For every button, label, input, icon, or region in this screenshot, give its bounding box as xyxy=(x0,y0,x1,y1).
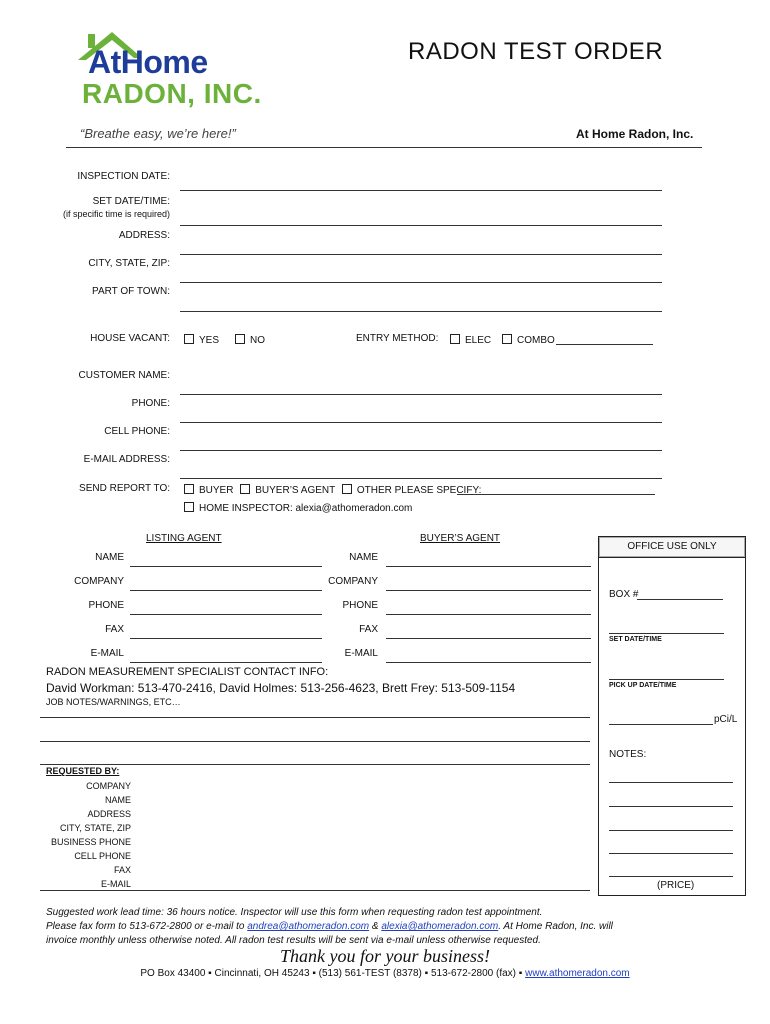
job-notes-line-3[interactable] xyxy=(40,764,590,765)
buyer-company-label: COMPANY xyxy=(328,576,378,587)
footer-line-2a: Please fax form to 513-672-2800 or e-mail to xyxy=(46,921,248,932)
buyer-phone-label: PHONE xyxy=(342,600,378,611)
listing-fax-field[interactable] xyxy=(130,638,322,639)
requested-by-bottom-line xyxy=(40,890,590,891)
address-field[interactable] xyxy=(180,254,662,255)
house-vacant-label: HOUSE VACANT: xyxy=(90,333,170,344)
checkbox-icon[interactable] xyxy=(184,334,194,344)
phone-field[interactable] xyxy=(180,422,662,423)
cell-phone-label: CELL PHONE: xyxy=(104,426,170,437)
listing-name-field[interactable] xyxy=(130,566,322,567)
report-options xyxy=(184,484,481,497)
footer-line-3: invoice monthly unless otherwise noted. All radon test results will be sent via e-mail unless otherwise requested. xyxy=(46,935,541,946)
website-link[interactable]: www.athomeradon.com xyxy=(525,968,630,979)
set-date-time-label: SET DATE/TIME: xyxy=(92,196,170,207)
listing-fax-label: FAX xyxy=(105,624,124,635)
footer-line-2b: . At Home Radon, Inc. will xyxy=(498,921,613,932)
phone-label: PHONE: xyxy=(131,398,170,409)
listing-email-field[interactable] xyxy=(130,662,322,663)
logo-bottom-text: RADON, INC. xyxy=(82,78,262,109)
email-link-andrea[interactable]: andrea@athomeradon.com xyxy=(247,921,370,932)
part-of-town-field[interactable] xyxy=(180,311,662,312)
requested-cell-phone-label: CELL PHONE xyxy=(74,851,131,861)
requested-by-fields xyxy=(30,779,131,891)
vacant-no-option[interactable] xyxy=(235,334,265,347)
home-inspector-label: HOME INSPECTOR: alexia@athomeradon.com xyxy=(199,503,413,514)
email-label: E-MAIL ADDRESS: xyxy=(83,454,170,465)
other-field[interactable] xyxy=(457,494,655,495)
footer-address-text: PO Box 43400 ▪ Cincinnati, OH 45243 ▪ (513) 561-TEST (8378) ▪ 513-672-2800 (fax) ▪ xyxy=(140,968,526,979)
city-state-zip-field[interactable] xyxy=(180,282,662,283)
inspection-date-field[interactable] xyxy=(180,190,662,191)
footer-notice xyxy=(46,906,726,948)
inspection-date-label: INSPECTION DATE: xyxy=(77,171,170,182)
box-number-field[interactable] xyxy=(637,599,723,600)
vacant-yes-option[interactable] xyxy=(184,334,219,347)
buyer-name-field[interactable] xyxy=(386,566,591,567)
set-date-time-field[interactable] xyxy=(180,225,662,226)
listing-phone-label: PHONE xyxy=(88,600,124,611)
requested-company-label: COMPANY xyxy=(86,781,131,791)
elec-label: ELEC xyxy=(465,335,492,346)
listing-name-label: NAME xyxy=(95,552,124,563)
job-notes-line-1[interactable] xyxy=(40,717,590,718)
company-logo xyxy=(74,28,264,110)
page-title: RADON TEST ORDER xyxy=(408,38,664,65)
no-label: NO xyxy=(250,335,265,346)
specialist-label: RADON MEASUREMENT SPECIALIST CONTACT INFO: xyxy=(46,666,329,678)
buyers-agent-label: BUYER’S AGENT xyxy=(255,485,336,496)
notes-line-1[interactable] xyxy=(609,782,733,783)
buyer-company-field[interactable] xyxy=(386,590,591,591)
email-field[interactable] xyxy=(180,478,662,479)
checkbox-icon[interactable] xyxy=(240,484,250,494)
requested-by-heading: REQUESTED BY: xyxy=(46,766,120,776)
footer-line-1: Suggested work lead time: 36 hours notice. Inspector will use this form when requesting radon test appointment. xyxy=(46,907,543,918)
price-field[interactable] xyxy=(609,876,733,877)
notes-line-4[interactable] xyxy=(609,853,733,854)
job-notes-line-2[interactable] xyxy=(40,741,590,742)
checkbox-icon[interactable] xyxy=(235,334,245,344)
listing-company-label: COMPANY xyxy=(74,576,124,587)
requested-fax-label: FAX xyxy=(113,865,131,875)
box-number-label: BOX # xyxy=(609,589,639,600)
set-date-note: (if specific time is required) xyxy=(62,209,170,219)
listing-company-field[interactable] xyxy=(130,590,322,591)
combo-label: COMBO xyxy=(517,335,555,346)
footer-line-2 xyxy=(46,920,726,934)
yes-label: YES xyxy=(199,335,220,346)
customer-name-label: CUSTOMER NAME: xyxy=(78,370,170,381)
checkbox-icon[interactable] xyxy=(450,334,460,344)
buyers-agent-heading: BUYER’S AGENT xyxy=(420,533,501,544)
home-inspector-option[interactable] xyxy=(184,502,412,515)
buyer-label: BUYER xyxy=(199,485,234,496)
entry-combo-option[interactable] xyxy=(502,334,555,347)
pci-label: pCi/L xyxy=(714,714,738,725)
entry-method-label: ENTRY METHOD: xyxy=(356,333,439,344)
requested-email-label: E-MAIL xyxy=(100,879,131,889)
checkbox-icon[interactable] xyxy=(184,484,194,494)
price-label: (PRICE) xyxy=(657,880,695,891)
address-label: ADDRESS: xyxy=(118,230,170,241)
checkbox-icon[interactable] xyxy=(342,484,352,494)
customer-name-field[interactable] xyxy=(180,394,662,395)
listing-phone-field[interactable] xyxy=(130,614,322,615)
thank-you: Thank you for your business! xyxy=(280,946,490,966)
buyer-fax-field[interactable] xyxy=(386,638,591,639)
set-date-office-field[interactable] xyxy=(609,633,724,634)
requested-business-phone-label: BUSINESS PHONE xyxy=(50,837,131,847)
checkbox-icon[interactable] xyxy=(502,334,512,344)
company-name: At Home Radon, Inc. xyxy=(576,127,694,141)
office-use-title: OFFICE USE ONLY xyxy=(599,537,745,558)
logo-top-text: AtHome xyxy=(88,44,208,80)
header-divider xyxy=(66,147,702,148)
requested-name-label: NAME xyxy=(104,795,131,805)
buyer-phone-field[interactable] xyxy=(386,614,591,615)
job-notes-label: JOB NOTES/WARNINGS, ETC… xyxy=(46,697,181,707)
buyer-name-label: NAME xyxy=(349,552,378,563)
listing-email-label: E-MAIL xyxy=(90,648,124,659)
email-link-alexia[interactable]: alexia@athomeradon.com xyxy=(381,921,499,932)
tagline: “Breathe easy, we’re here!” xyxy=(80,126,236,141)
part-of-town-label: PART OF TOWN: xyxy=(92,286,170,297)
requested-address-label: ADDRESS xyxy=(87,809,131,819)
combo-field[interactable] xyxy=(556,344,653,345)
pickup-field[interactable] xyxy=(609,679,724,680)
entry-elec-option[interactable] xyxy=(450,334,491,347)
buyer-fax-label: FAX xyxy=(359,624,378,635)
pickup-label: PICK UP DATE/TIME xyxy=(609,682,677,689)
footer-address xyxy=(0,968,770,979)
listing-agent-heading: LISTING AGENT xyxy=(146,533,222,544)
city-state-zip-label: CITY, STATE, ZIP: xyxy=(88,258,170,269)
checkbox-icon[interactable] xyxy=(184,502,194,512)
cell-phone-field[interactable] xyxy=(180,450,662,451)
footer-amp: & xyxy=(369,921,382,932)
other-label: OTHER PLEASE SPECIFY: xyxy=(356,485,482,496)
notes-label: NOTES: xyxy=(609,749,647,760)
notes-line-3[interactable] xyxy=(609,830,733,831)
specialist-contacts: David Workman: 513-470-2416, David Holmes: 513-256-4623, Brett Frey: 513-509-1154 xyxy=(46,681,516,695)
requested-city-label: CITY, STATE, ZIP xyxy=(59,823,131,833)
pci-field[interactable] xyxy=(609,724,713,725)
send-report-label: SEND REPORT TO: xyxy=(79,483,170,494)
buyer-email-field[interactable] xyxy=(386,662,591,663)
set-date-office-label: SET DATE/TIME xyxy=(609,636,662,643)
buyer-email-label: E-MAIL xyxy=(344,648,378,659)
notes-line-2[interactable] xyxy=(609,806,733,807)
